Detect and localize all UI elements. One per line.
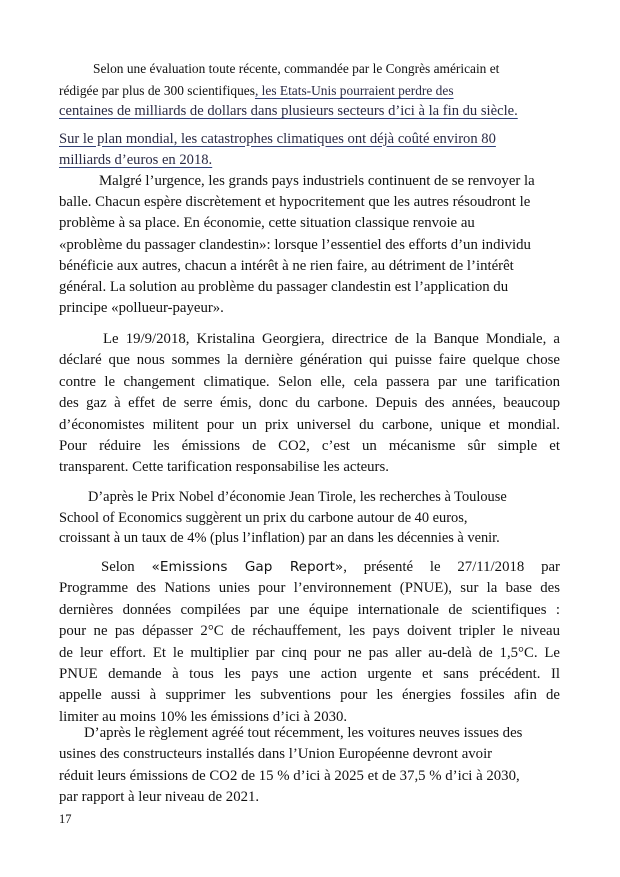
text-line: appelle aussi à supprimer les subventions pour les énergies fossiles afin de xyxy=(59,687,560,704)
text-line: balle. Chacun espère discrètement et hypocritement que les autres résoudront le xyxy=(59,194,531,211)
underlined-text-line: Sur le plan mondial, les catastrophes climatiques ont déjà coûté environ 80 xyxy=(59,130,496,147)
page-number: 17 xyxy=(59,812,72,826)
underlined-text-line: centaines de milliards de dollars dans plusieurs secteurs d’ici à la fin du siècle. xyxy=(59,103,518,119)
text-line: Le 19/9/2018, Kristalina Georgiera, directrice de la Banque Mondiale, a xyxy=(103,331,560,347)
text-run: Selon xyxy=(101,559,152,575)
text-line: D’après le règlement agréé tout récemment, les voitures neuves issues des xyxy=(84,725,523,741)
underlined-text-line: milliards d’euros en 2018. xyxy=(59,152,213,168)
text-line: pour ne pas dépasser 2°C de réchauffement, les pays doivent tripler le niveau xyxy=(59,623,560,640)
paragraph-jean-tirole xyxy=(59,487,560,549)
paragraph-eu-cars xyxy=(59,723,560,809)
text-line: général. La solution au problème du passager clandestin est l’application du xyxy=(59,279,509,296)
text-line: Programme des Nations unies pour l’environnement (PNUE), sur la base des xyxy=(59,580,560,597)
text-line: dernières données compilées par une équipe internationale de scientifiques : xyxy=(59,601,560,618)
text-line: Malgré l’urgence, les grands pays industriels continuent de se renvoyer la xyxy=(99,173,535,189)
text-line: limiter au moins 10% les émissions d’ici à 2030. xyxy=(59,708,348,725)
text-line: Selon une évaluation toute récente, commandée par le Congrès américain et xyxy=(93,61,500,76)
text-line: School of Economics suggèrent un prix du carbone autour de 40 euros, xyxy=(59,509,468,526)
text-line xyxy=(59,80,560,102)
text-line: de leur effort. Et le multiplier par cinq pour ne pas aller au-delà de 1,5°C. Le xyxy=(59,644,560,661)
underlined-text: , les Etats-Unis pourraient perdre des xyxy=(254,82,454,98)
text-line: contre le changement climatique. Selon elle, cela passera par une tarification xyxy=(59,373,560,390)
text-line: transparent. Cette tarification responsabilise les acteurs. xyxy=(59,459,389,476)
text-line: «problème du passager clandestin»: lorsque l’essentiel des efforts d’un individu xyxy=(59,236,531,253)
report-title: «Emissions Gap Report» xyxy=(151,559,344,575)
paragraph-free-rider xyxy=(59,171,560,319)
text-line: D’après le Prix Nobel d’économie Jean Tirole, les recherches à Toulouse xyxy=(88,489,507,505)
text-line: problème à sa place. En économie, cette situation classique renvoie au xyxy=(59,215,475,232)
text-line: par rapport à leur niveau de 2021. xyxy=(59,789,260,806)
paragraph-congress-evaluation xyxy=(59,58,560,172)
text-line: réduit leurs émissions de CO2 de 15 % d’ici à 2025 et de 37,5 % d’ici à 2030, xyxy=(59,767,520,784)
text-run: , présenté le 27/11/2018 par xyxy=(343,559,560,575)
paragraph-world-bank xyxy=(59,329,560,479)
text-run: rédigée par plus de 300 scientifiques xyxy=(59,82,255,98)
text-line xyxy=(59,557,560,578)
text-line: usines des constructeurs installés dans l’Union Européenne devront avoir xyxy=(59,746,493,763)
text-line: bénéficie aux autres, chacun a intérêt à ne rien faire, au détriment de l’intérêt xyxy=(59,257,514,274)
text-line: PNUE demande à tous les pays une action urgente et sans précédent. Il xyxy=(59,666,560,683)
text-line: déclaré que nous sommes la dernière génération qui puisse faire quelque chose xyxy=(59,352,560,369)
text-line: d’économistes militent pour un prix universel du carbone, unique et mondial. xyxy=(59,416,560,433)
text-line: Pour réduire les émissions de CO2, c’est un mécanisme sûr simple et xyxy=(59,438,560,455)
paragraph-emissions-gap xyxy=(59,557,560,728)
text-line: des gaz à effet de serre émis, donc du carbone. Depuis des années, beaucoup xyxy=(59,395,560,412)
text-line: principe «pollueur-payeur». xyxy=(59,300,224,317)
text-line: croissant à un taux de 4% (plus l’inflation) par an dans les décennies à venir. xyxy=(59,530,500,547)
